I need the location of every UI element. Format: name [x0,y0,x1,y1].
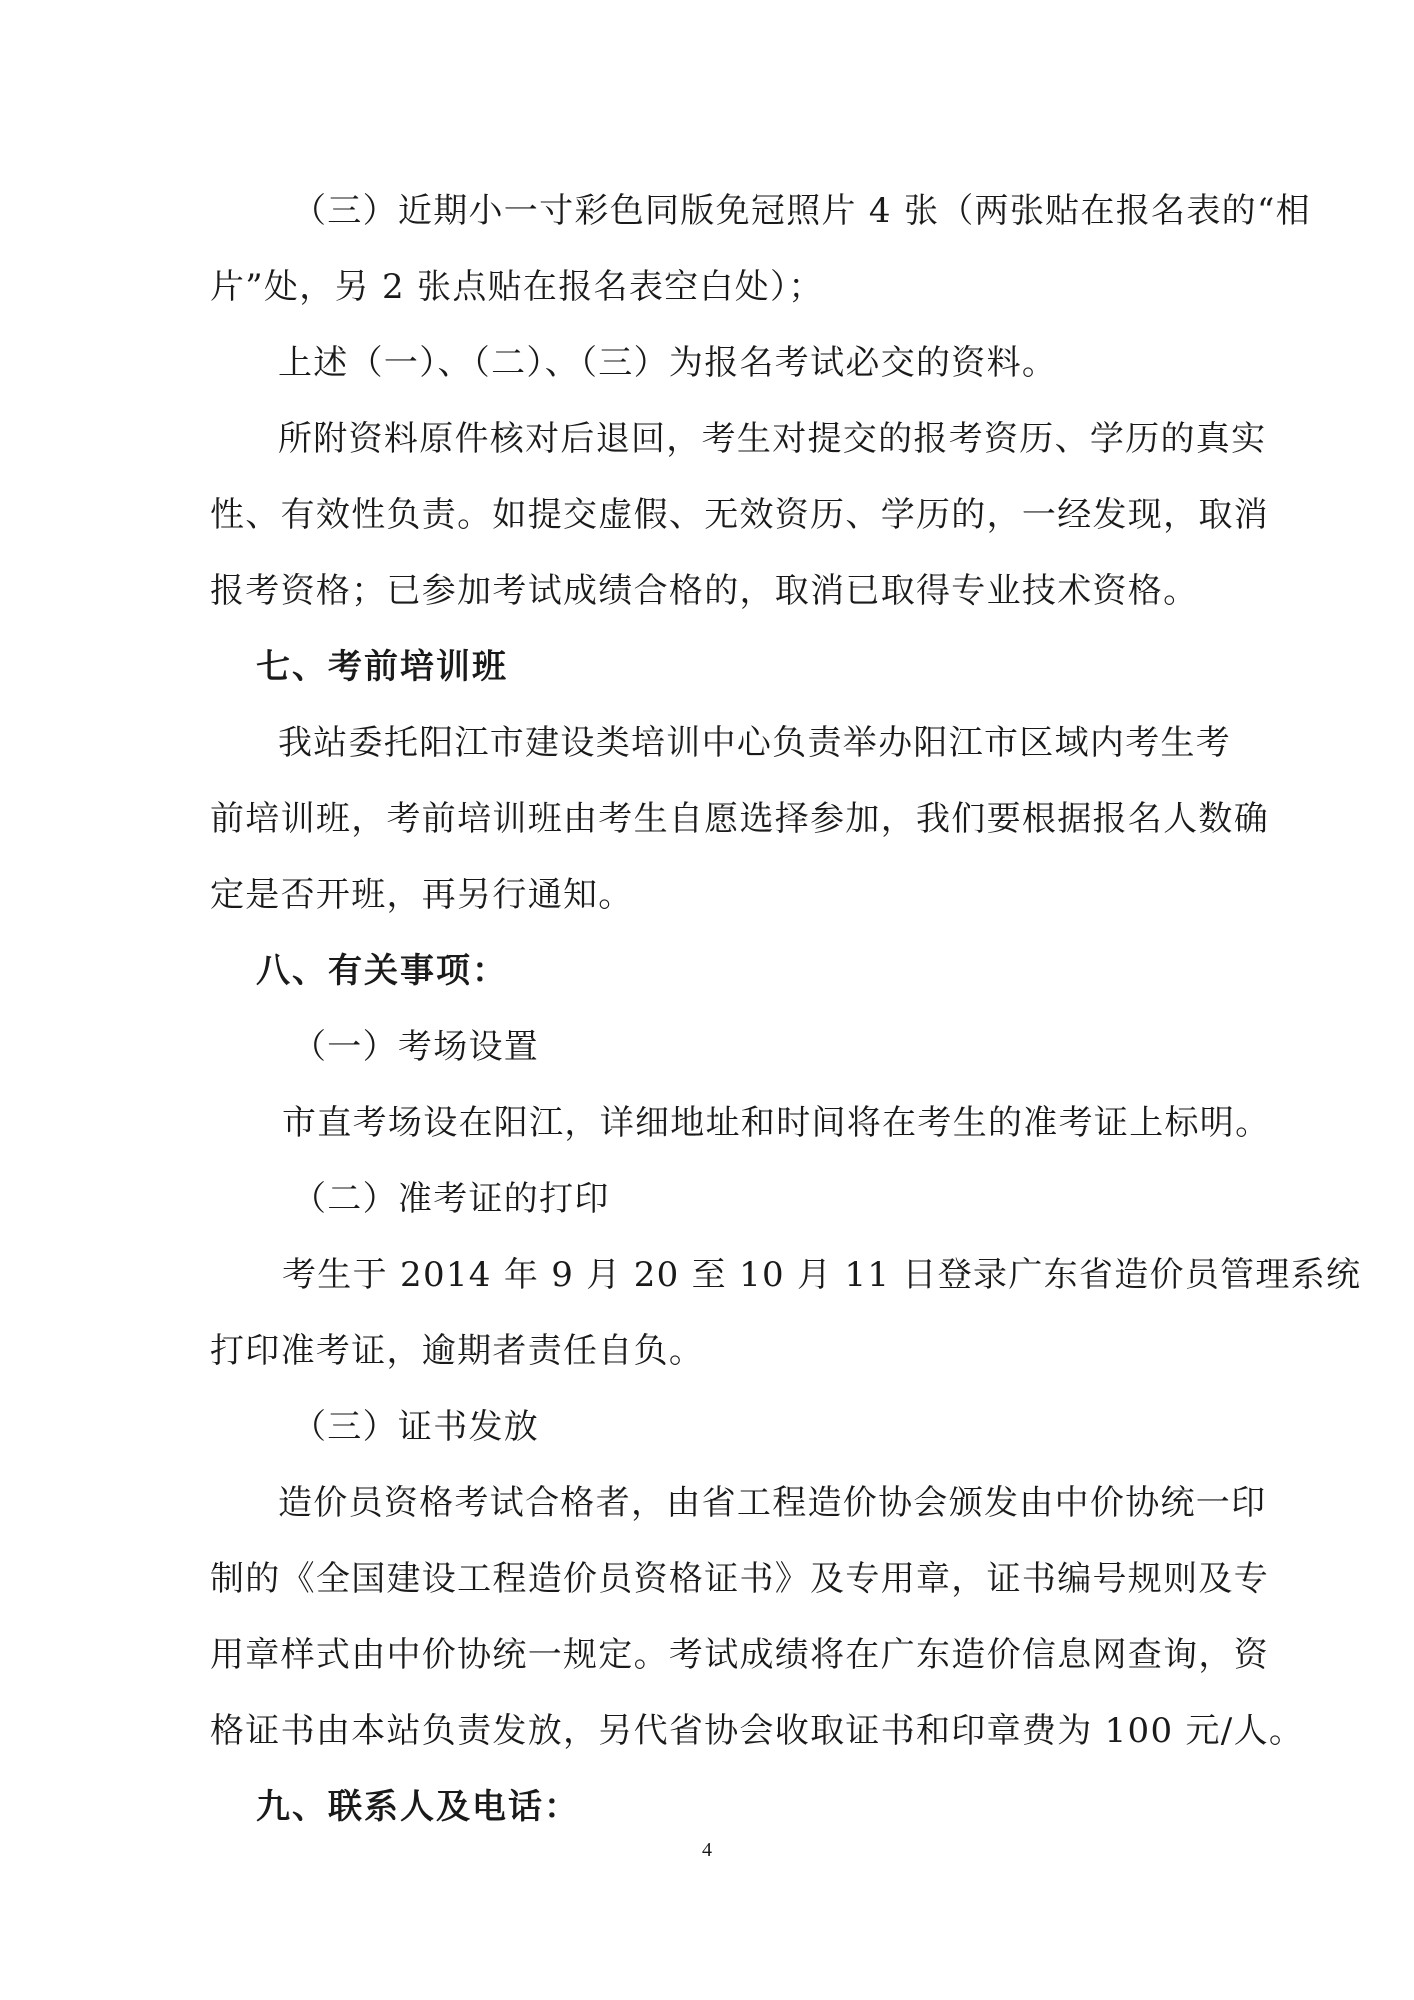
text-line-photo-requirement-cont: 片”处，另 2 张点贴在报名表空白处）； [210,267,824,307]
text-line-certificate-cont-1: 制的《全国建设工程造价员资格证书》及专用章，证书编号规则及专 [210,1559,1269,1599]
text-line-certificate-cont-3: 格证书由本站负责发放，另代省协会收取证书和印章费为 100 元/人。 [210,1711,1305,1751]
subheading-admission-ticket: （二）准考证的打印 [292,1179,610,1219]
text-line-verification-cont-1: 性、有效性负责。如提交虚假、无效资历、学历的，一经发现，取消 [210,495,1269,535]
subheading-certificate-issuance: （三）证书发放 [292,1407,540,1447]
text-line-verification-cont-2: 报考资格；已参加考试成绩合格的，取消已取得专业技术资格。 [210,571,1199,611]
text-line-admission-ticket-cont: 打印准考证，逾期者责任自负。 [210,1331,705,1371]
text-line-training-cont-1: 前培训班，考前培训班由考生自愿选择参加，我们要根据报名人数确 [210,799,1269,839]
subheading-exam-venue: （一）考场设置 [292,1027,540,1067]
text-line-training: 我站委托阳江市建设类培训中心负责举办阳江市区域内考生考 [278,723,1232,763]
text-line-required-materials: 上述（一）、（二）、（三）为报名考试必交的资料。 [278,343,1058,383]
text-line-admission-ticket: 考生于 2014 年 9 月 20 至 10 月 11 日登录广东省造价员管理系统 [282,1255,1362,1295]
section-heading-related-matters: 八、有关事项： [256,951,508,991]
section-heading-pre-exam-training: 七、考前培训班 [256,647,508,687]
text-line-certificate-cont-2: 用章样式由中价协统一规定。考试成绩将在广东造价信息网查询，资 [210,1635,1269,1675]
text-line-training-cont-2: 定是否开班，再另行通知。 [210,875,634,915]
text-line-verification: 所附资料原件核对后退回，考生对提交的报考资历、学历的真实 [278,419,1267,459]
text-line-exam-venue: 市直考场设在阳江，详细地址和时间将在考生的准考证上标明。 [282,1103,1271,1143]
page-number: 4 [702,1839,712,1861]
section-heading-contacts: 九、联系人及电话： [256,1787,580,1827]
text-line-photo-requirement: （三）近期小一寸彩色同版免冠照片 4 张（两张贴在报名表的“相 [292,191,1311,231]
text-line-certificate: 造价员资格考试合格者，由省工程造价协会颁发由中价协统一印 [278,1483,1267,1523]
